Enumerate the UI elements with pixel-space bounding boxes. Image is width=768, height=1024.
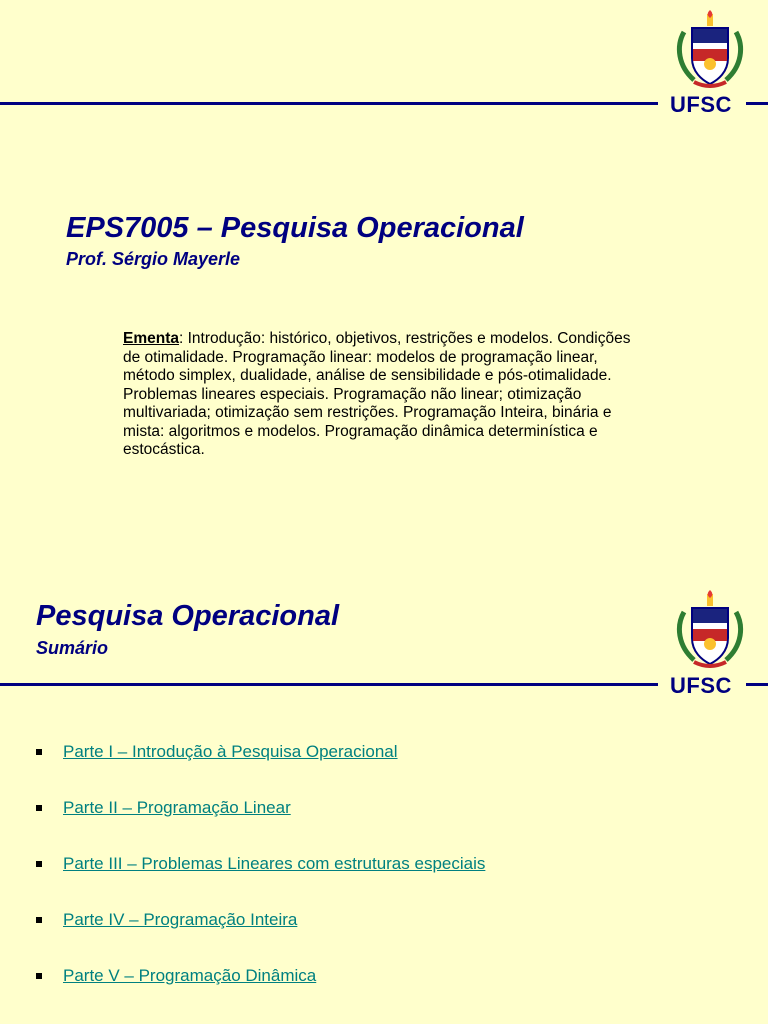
section-subtitle: Sumário xyxy=(36,638,109,658)
summary-link-part-5[interactable]: Parte V – Programação Dinâmica xyxy=(63,966,317,985)
page-title: EPS7005 – Pesquisa Operacional xyxy=(66,212,524,244)
ementa-text: : Introdução: histórico, objetivos, restrições e modelos. Condições de otimalidade. Programação linear: modelos de programação linear, método simplex, dualidade, análise de sensibilidade e pós-otimalidade. Problemas lineares especiais. Programação não linear; otimização multivariada; otimização sem restrições. Programação Inteira, binária e mista: algoritmos e modelos. Programação dinâmica determinística e estocástica. xyxy=(123,330,631,458)
list-item xyxy=(36,798,485,854)
ementa-paragraph xyxy=(123,330,633,460)
bullet-icon xyxy=(36,749,42,755)
bullet-icon xyxy=(36,917,42,923)
bullet-icon xyxy=(36,973,42,979)
header-rule-left xyxy=(0,102,658,105)
list-item xyxy=(36,742,485,798)
page-subtitle: Prof. Sérgio Mayerle xyxy=(66,249,241,269)
list-item xyxy=(36,966,485,1022)
bullet-icon xyxy=(36,861,42,867)
ufsc-logo-text: UFSC xyxy=(670,92,732,117)
bullet-icon xyxy=(36,805,42,811)
summary-list xyxy=(36,742,485,1022)
ementa-label: Ementa xyxy=(123,330,179,347)
summary-link-part-2[interactable]: Parte II – Programação Linear xyxy=(63,798,291,817)
summary-link-part-1[interactable]: Parte I – Introdução à Pesquisa Operacional xyxy=(63,742,398,761)
section-title: Pesquisa Operacional xyxy=(36,600,340,632)
header-rule-left xyxy=(0,683,658,686)
ufsc-logo-text: UFSC xyxy=(670,673,732,698)
list-item xyxy=(36,910,485,966)
summary-link-part-3[interactable]: Parte III – Problemas Lineares com estruturas especiais xyxy=(63,854,486,873)
list-item xyxy=(36,854,485,910)
summary-link-part-4[interactable]: Parte IV – Programação Inteira xyxy=(63,910,298,929)
